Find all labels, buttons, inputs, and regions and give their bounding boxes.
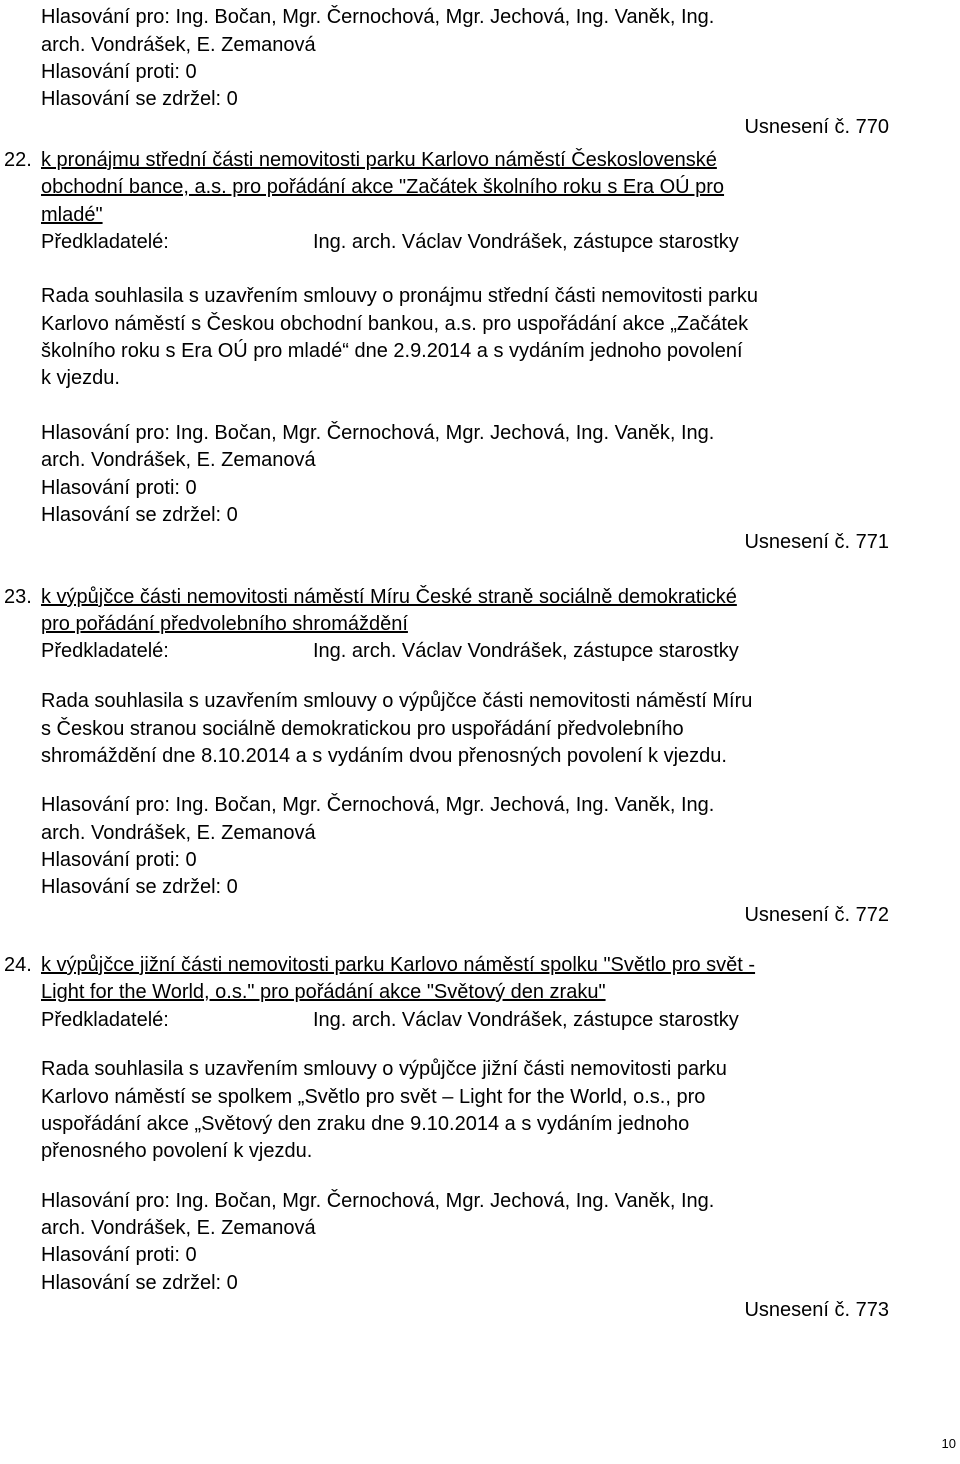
vote-pro-line: Hlasování pro: Ing. Bočan, Mgr. Černochová, Mgr. Jechová, Ing. Vaněk, Ing. [41, 1190, 715, 1212]
item-number: 22. [4, 149, 32, 171]
resolution-text-line: školního roku s Era OÚ pro mladé“ dne 2.9.2014 a s vydáním jednoho povolení [41, 340, 743, 362]
vote-proti: Hlasování proti: 0 [41, 849, 197, 871]
predkladatele-name: Ing. arch. Václav Vondrášek, zástupce starostky [313, 640, 739, 662]
predkladatele-label: Předkladatelé: [41, 231, 169, 253]
resolution-number: Usnesení č. 772 [744, 904, 889, 926]
resolution-number: Usnesení č. 771 [744, 531, 889, 553]
resolution-text-line: uspořádání akce „Světový den zraku dne 9.10.2014 a s vydáním jednoho [41, 1113, 690, 1135]
vote-proti: Hlasování proti: 0 [41, 61, 197, 83]
item-title-line: Light for the World, o.s." pro pořádání akce "Světový den zraku" [41, 981, 606, 1003]
vote-zdrzel: Hlasování se zdržel: 0 [41, 876, 238, 898]
item-title-line: mladé" [41, 204, 103, 226]
page-number: 10 [941, 1436, 956, 1451]
resolution-text-line: Karlovo náměstí se spolkem „Světlo pro svět – Light for the World, o.s., pro [41, 1086, 706, 1108]
vote-pro-line: Hlasování pro: Ing. Bočan, Mgr. Černochová, Mgr. Jechová, Ing. Vaněk, Ing. [41, 794, 715, 816]
resolution-text-line: s Českou stranou sociálně demokratickou pro uspořádání předvolebního [41, 718, 684, 740]
vote-pro-line: Hlasování pro: Ing. Bočan, Mgr. Černochová, Mgr. Jechová, Ing. Vaněk, Ing. [41, 422, 715, 444]
resolution-text-line: shromáždění dne 8.10.2014 a s vydáním dvou přenosných povolení k vjezdu. [41, 745, 727, 767]
predkladatele-name: Ing. arch. Václav Vondrášek, zástupce starostky [313, 231, 739, 253]
vote-proti: Hlasování proti: 0 [41, 477, 197, 499]
vote-pro-line-cont: arch. Vondrášek, E. Zemanová [41, 34, 316, 56]
resolution-number: Usnesení č. 773 [744, 1299, 889, 1321]
vote-proti: Hlasování proti: 0 [41, 1244, 197, 1266]
vote-pro-line: Hlasování pro: Ing. Bočan, Mgr. Černochová, Mgr. Jechová, Ing. Vaněk, Ing. [41, 6, 715, 28]
item-title-line: pro pořádání předvolebního shromáždění [41, 613, 408, 635]
vote-zdrzel: Hlasování se zdržel: 0 [41, 1272, 238, 1294]
resolution-number: Usnesení č. 770 [744, 116, 889, 138]
item-number: 23. [4, 586, 32, 608]
resolution-text-line: přenosného povolení k vjezdu. [41, 1140, 313, 1162]
item-number: 24. [4, 954, 32, 976]
predkladatele-name: Ing. arch. Václav Vondrášek, zástupce starostky [313, 1009, 739, 1031]
item-title-line: k výpůjčce jižní části nemovitosti parku Karlovo náměstí spolku "Světlo pro svět - [41, 954, 756, 976]
vote-pro-line-cont: arch. Vondrášek, E. Zemanová [41, 449, 316, 471]
predkladatele-label: Předkladatelé: [41, 1009, 169, 1031]
vote-pro-line-cont: arch. Vondrášek, E. Zemanová [41, 822, 316, 844]
item-title-line: k výpůjčce části nemovitosti náměstí Míru České straně sociálně demokratické [41, 586, 737, 608]
resolution-text-line: Rada souhlasila s uzavřením smlouvy o výpůjčce části nemovitosti náměstí Míru [41, 690, 753, 712]
resolution-text-line: Rada souhlasila s uzavřením smlouvy o pronájmu střední části nemovitosti parku [41, 285, 758, 307]
item-title-line: obchodní bance, a.s. pro pořádání akce "Začátek školního roku s Era OÚ pro [41, 176, 725, 198]
resolution-text-line: Karlovo náměstí s Českou obchodní bankou, a.s. pro uspořádání akce „Začátek [41, 313, 749, 335]
resolution-text-line: k vjezdu. [41, 367, 120, 389]
predkladatele-label: Předkladatelé: [41, 640, 169, 662]
vote-zdrzel: Hlasování se zdržel: 0 [41, 88, 238, 110]
vote-zdrzel: Hlasování se zdržel: 0 [41, 504, 238, 526]
vote-pro-line-cont: arch. Vondrášek, E. Zemanová [41, 1217, 316, 1239]
item-title-line: k pronájmu střední části nemovitosti parku Karlovo náměstí Československé [41, 149, 717, 171]
resolution-text-line: Rada souhlasila s uzavřením smlouvy o výpůjčce jižní části nemovitosti parku [41, 1058, 727, 1080]
